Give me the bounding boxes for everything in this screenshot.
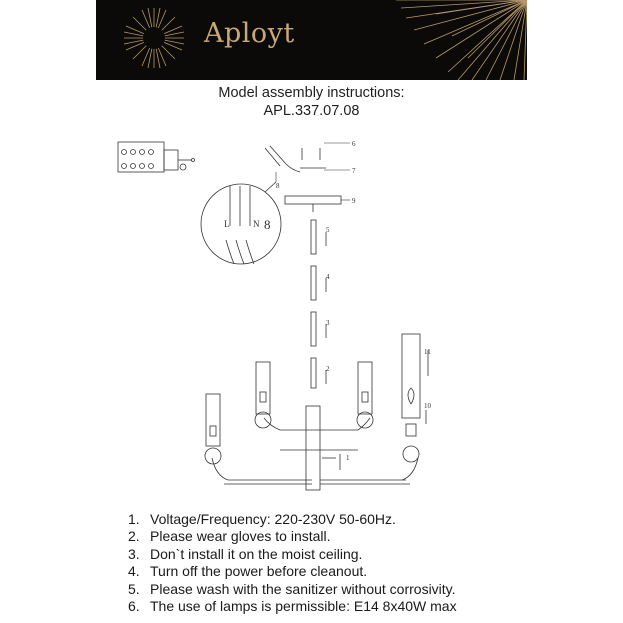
list-item: 5. Please wash with the sanitizer without corrosivity. xyxy=(128,580,456,597)
chandelier-body xyxy=(212,406,418,490)
lamp-shade-inner-left xyxy=(255,362,271,428)
sunburst-decoration xyxy=(96,0,527,80)
wire-label-8: 8 xyxy=(264,217,271,232)
list-item: 3. Don`t install it on the moist ceiling. xyxy=(128,545,363,562)
brand-name: Aployt xyxy=(204,18,295,49)
lamp-shade-inner-right xyxy=(357,362,373,428)
callout-7: 7 xyxy=(352,167,356,175)
instruction-notes xyxy=(128,511,457,615)
callout-4: 4 xyxy=(326,273,330,281)
list-item: 4. Turn off the power before cleanout. xyxy=(128,563,368,580)
callout-6: 6 xyxy=(352,140,356,148)
brand-banner xyxy=(96,0,527,80)
mounting-bracket xyxy=(265,146,341,212)
assembly-diagram xyxy=(100,128,530,500)
callout-5: 5 xyxy=(326,226,330,234)
lamp-shade-outer-left xyxy=(205,394,221,464)
callout-2: 2 xyxy=(326,365,330,373)
terminal-block-icon xyxy=(118,142,195,172)
callout-3: 3 xyxy=(326,319,330,327)
stem-rods xyxy=(311,220,326,388)
callout-10: 10 xyxy=(424,402,431,410)
callout-8: 8 xyxy=(276,182,280,190)
callout-11: 11 xyxy=(424,348,431,356)
sunrays-decoration xyxy=(396,0,527,80)
list-item: 2. Please wear gloves to install. xyxy=(128,528,331,545)
instructions-title: Model assembly instructions: xyxy=(218,85,405,101)
wire-label-l: L xyxy=(224,219,230,229)
model-number: APL.337.07.08 xyxy=(263,103,360,119)
callout-9: 9 xyxy=(352,197,356,205)
list-item: 1. Voltage/Frequency: 220-230V 50-60Hz. xyxy=(128,511,396,527)
list-item: 6. The use of lamps is permissible: E14 8x40W max xyxy=(128,598,457,615)
wire-label-n: N xyxy=(253,219,260,229)
callout-1: 1 xyxy=(346,454,350,462)
